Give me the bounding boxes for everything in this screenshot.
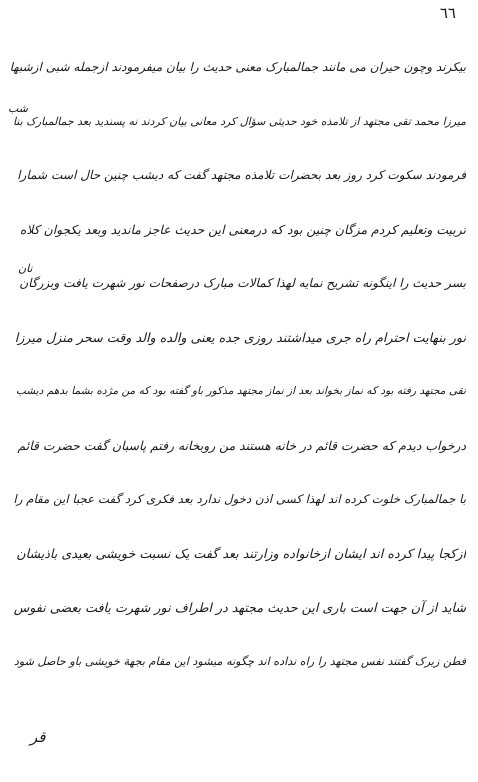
text-line: فطن زیرک گفتند نفس مجتهد را راه نداده اند چگونه میشود این مقام بجهة خویشی باو حاصل شود (13, 654, 466, 668)
text-line: میرزا محمد تقی مجتهد از تلامذه خود حدیثی سؤال کرد معانی بیان کردند نه پسندید بعد جمالمبارک بنا (12, 114, 466, 128)
body-text (10, 40, 466, 688)
interlinear-note: نان (18, 262, 33, 275)
text-line: تربیت وتعلیم کردم مزگان چنین بود که درمعنی این حدیث عاجز ماندید وبعد یکجوان کلاه (19, 221, 466, 237)
interlinear-note: شب (8, 102, 29, 115)
text-line: ازکجا پیدا کرده اند ایشان ازخانواده وزارتند بعد گفت یک نسبت خویشی بعیدی باذیشان (16, 545, 466, 561)
text-line: نور بنهایت احترام راه جری میداشتند روزی جده یعنی والده والد وقت سحر منزل میرزا (14, 329, 466, 345)
text-line: شاید از آن جهت است باری این حدیث مجتهد در اطراف نور شهرت یافت بعضی نفوس (13, 599, 466, 615)
text-line: با جمالمبارک خلوت کرده اند لهذا کسی اذن دخول ندارد بعد فکری کرد گفت عجبا این مقام را (13, 492, 466, 506)
text-line: فرمودند سکوت کرد روز بعد بحضرات تلامذه مجتهد گفت که دیشب چنین حال است شمارا (17, 168, 466, 182)
text-line: درخواب دیدم که حضرت قائم در خانه هستند من روبخانه رفتم پاسبان گفت حضرت قائم (17, 437, 466, 453)
text-line: بیکرند وچون حیران می مانند جمالمبارک معنی حدیث را بیان میفرمودند ازجمله شبی ازشبها (10, 60, 466, 74)
text-line: تقی مجتهد رفته بود که نماز بخواند بعد از نماز مجتهد مذکور باو گفته بود که من مژده بشما بدهم دیشب (15, 385, 466, 397)
page-number: ٦٦ (439, 4, 456, 22)
catchword: قر (30, 728, 46, 746)
text-line: بسر حدیث را اینگونه تشریح نمایه لهذا کمالات مبارک درصفحات نور شهرت یافت وبزرگان (19, 276, 466, 290)
